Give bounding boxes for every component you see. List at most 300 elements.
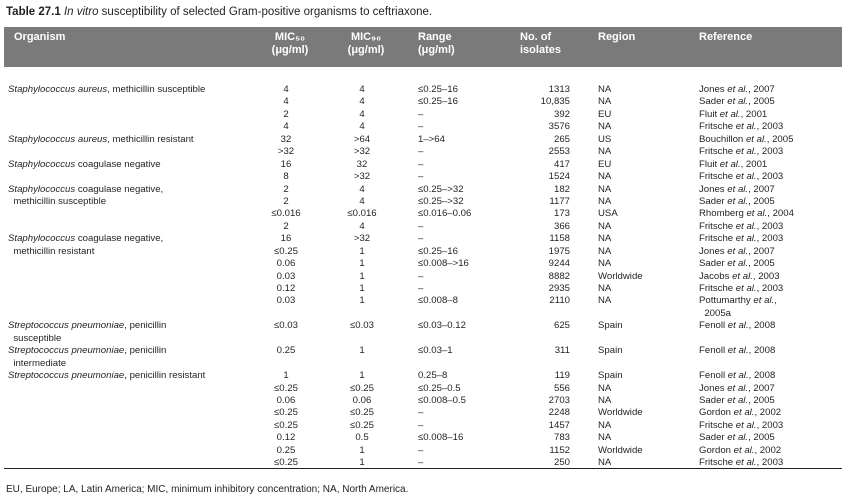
reference-year: , 2003 <box>756 283 784 294</box>
mic50-cell: ≤0.03 <box>274 320 298 332</box>
mic90-cell: 4 <box>359 121 365 133</box>
reference-year: , 2007 <box>748 84 775 95</box>
reference-cell <box>699 159 767 171</box>
reference-etal: et al. <box>731 407 755 419</box>
reference-cell <box>699 134 793 146</box>
mic90-cell: 1 <box>359 270 365 282</box>
range-cell: – <box>418 146 424 158</box>
isolates-cell: 10,835 <box>540 96 570 108</box>
region-cell: NA <box>598 183 612 195</box>
organism-cell <box>8 184 163 196</box>
reference-cell <box>699 370 775 382</box>
reference-author: Fluit <box>699 158 718 170</box>
reference-author: Jones <box>699 183 725 195</box>
reference-etal: et al. <box>724 96 749 108</box>
range-cell: ≤0.25–0.5 <box>418 382 461 394</box>
organism-genus: Staphylococcus aureus <box>8 84 108 95</box>
table-row <box>0 395 846 407</box>
region-cell: USA <box>598 208 618 220</box>
region-cell: US <box>598 133 612 145</box>
reference-cell <box>699 432 775 444</box>
range-cell: – <box>418 419 424 431</box>
isolates-cell: 1313 <box>548 84 570 95</box>
reference-cell <box>699 271 780 283</box>
reference-etal: et al. <box>717 108 741 120</box>
table-row <box>0 345 846 357</box>
region-cell: NA <box>598 295 612 307</box>
region-cell: Worldwide <box>598 270 643 282</box>
range-cell: ≤0.25–>32 <box>418 195 464 207</box>
table-row <box>0 146 846 158</box>
isolates-cell: 1524 <box>548 171 570 183</box>
mic50-cell: 16 <box>280 233 292 245</box>
mic50-cell: 4 <box>283 121 289 133</box>
isolates-cell: 8882 <box>548 270 570 282</box>
mic90-cell: ≤0.25 <box>350 419 374 431</box>
reference-year: , 2002 <box>754 444 782 456</box>
isolates-cell: 625 <box>553 320 570 332</box>
mic50-cell: 4 <box>283 84 289 95</box>
table-row <box>0 333 846 345</box>
reference-year: , 2001 <box>740 158 768 170</box>
isolates-cell: 173 <box>553 208 570 220</box>
table-row <box>0 246 846 258</box>
organism-cell <box>8 134 194 146</box>
mic90-cell: 1 <box>359 345 365 357</box>
table-row <box>0 358 846 370</box>
range-cell: – <box>418 457 424 469</box>
mic50-cell: 2 <box>283 195 289 207</box>
reference-year: , 2003 <box>756 146 784 158</box>
mic90-cell: 1 <box>359 370 365 382</box>
organism-qualifier: , penicillin <box>124 320 167 332</box>
range-cell: ≤0.008–16 <box>418 432 464 444</box>
table-row <box>0 233 846 245</box>
reference-etal: et al. <box>731 444 755 456</box>
reference-cell <box>699 258 775 270</box>
reference-year: , 2003 <box>756 171 784 183</box>
mic90-cell: 32 <box>356 158 368 170</box>
mic50-cell: 16 <box>280 158 292 170</box>
range-cell: – <box>418 220 424 232</box>
reference-year: , 2008 <box>748 370 776 382</box>
reference-author: Jacobs <box>699 270 730 282</box>
header-isolates: No. of isolates <box>520 31 561 56</box>
isolates-cell: 366 <box>553 220 570 232</box>
mic90-cell: 1 <box>359 295 365 307</box>
reference-year: , 2007 <box>748 183 775 195</box>
mic90-cell: ≤0.03 <box>350 320 374 332</box>
organism-cell <box>8 233 163 245</box>
isolates-cell: 3576 <box>548 121 570 133</box>
mic50-cell: 2 <box>283 108 289 120</box>
table-row <box>0 171 846 183</box>
reference-etal: et al. <box>724 432 749 444</box>
mic50-cell: 0.12 <box>276 432 296 444</box>
reference-author: Fritsche <box>699 419 734 431</box>
table-label: Table 27.1 <box>6 6 61 18</box>
table-row <box>0 159 846 171</box>
isolates-cell: 783 <box>553 432 570 444</box>
isolates-cell: 1152 <box>549 444 570 456</box>
table-header <box>4 27 842 67</box>
table-row <box>0 320 846 332</box>
mic50-cell: 0.03 <box>276 295 296 307</box>
table-row <box>0 121 846 133</box>
mic50-cell: 32 <box>280 133 292 145</box>
region-cell: NA <box>598 432 612 444</box>
reference-cell <box>699 121 783 133</box>
region-cell: EU <box>598 158 612 170</box>
reference-author: Fritsche <box>699 220 734 232</box>
header-mic50: MIC₅₀ (μg/ml) <box>271 31 309 56</box>
organism-cell <box>8 370 205 382</box>
region-cell: EU <box>598 108 612 120</box>
table-row <box>0 420 846 432</box>
reference-etal: et al. <box>743 208 768 220</box>
reference-author: Sader <box>699 394 725 406</box>
organism-genus: Streptococcus pneumoniae <box>8 320 125 332</box>
range-cell: – <box>418 171 424 183</box>
mic90-cell: 4 <box>359 220 365 232</box>
reference-author: Jones <box>699 245 725 257</box>
header-mic90: MIC₉₀ (μg/ml) <box>347 31 385 56</box>
isolates-cell: 2110 <box>549 295 570 307</box>
reference-author: Bouchillon <box>699 133 744 145</box>
organism-cell <box>8 159 161 171</box>
organism-qualifier: coagulase negative <box>75 158 161 170</box>
reference-etal: et al. <box>733 220 757 232</box>
organism-genus: Staphylococcus <box>8 233 76 245</box>
reference-etal: et al. <box>724 382 749 394</box>
mic50-cell: 1 <box>283 370 289 382</box>
reference-year: , 2004 <box>767 208 794 220</box>
region-cell: NA <box>598 233 612 245</box>
organism-genus: Streptococcus pneumoniae <box>8 370 125 382</box>
reference-year: , 2008 <box>748 345 776 357</box>
reference-etal: et al. <box>750 295 775 307</box>
organism-qualifier: , penicillin <box>124 345 167 357</box>
range-cell: – <box>418 283 424 294</box>
range-cell: ≤0.008–8 <box>418 295 458 307</box>
organism-cell <box>8 345 166 357</box>
range-cell: ≤0.016–0.06 <box>418 208 472 220</box>
region-cell: NA <box>598 382 612 394</box>
reference-etal: et al. <box>725 320 749 332</box>
reference-cell <box>699 233 783 245</box>
range-cell: ≤0.03–1 <box>418 345 453 357</box>
reference-year: , 2003 <box>756 419 784 431</box>
reference-year: , 2003 <box>752 270 780 282</box>
mic90-cell: 1 <box>359 457 365 469</box>
reference-author: Fenoll <box>699 370 726 382</box>
mic90-cell: >32 <box>353 146 371 158</box>
reference-year: , 2003 <box>756 457 784 469</box>
region-cell: NA <box>598 457 612 469</box>
region-cell: NA <box>598 419 612 431</box>
region-cell: NA <box>598 146 612 158</box>
mic90-cell: 0.06 <box>352 394 372 406</box>
reference-etal: et al. <box>733 233 757 245</box>
range-cell: ≤0.008–>16 <box>418 258 469 270</box>
table-row <box>0 221 846 233</box>
mic50-cell: ≤0.25 <box>274 419 298 431</box>
table-row <box>0 295 846 307</box>
isolates-cell: 2703 <box>548 394 570 406</box>
organism-cell <box>8 196 106 208</box>
reference-etal: et al. <box>733 457 757 469</box>
header-reference: Reference <box>699 31 753 43</box>
isolates-cell: 2553 <box>548 146 570 158</box>
range-cell: ≤0.008–0.5 <box>418 394 466 406</box>
reference-year: , 2003 <box>756 233 784 245</box>
isolates-cell: 119 <box>554 370 570 382</box>
range-cell: 1–>64 <box>418 133 445 145</box>
table-row <box>0 445 846 457</box>
region-cell: Spain <box>598 370 623 382</box>
organism-qualifier: , methicillin susceptible <box>107 84 206 95</box>
region-cell: NA <box>598 283 612 294</box>
mic90-cell: ≤0.25 <box>350 382 374 394</box>
isolates-cell: 9244 <box>548 258 570 270</box>
table-bottom-rule <box>4 468 842 469</box>
organism-qualifier: intermediate <box>8 357 67 369</box>
reference-cell <box>699 196 775 208</box>
reference-author: Sader <box>699 195 725 207</box>
header-range: Range (μg/ml) <box>418 31 455 56</box>
reference-author: Sader <box>699 432 725 444</box>
caption-text: susceptibility of selected Gram-positive organisms to ceftriaxone. <box>98 6 433 18</box>
header-region: Region <box>598 31 636 43</box>
mic50-cell: 4 <box>283 96 289 108</box>
reference-year: , 2005 <box>748 432 775 444</box>
region-cell: NA <box>598 245 612 257</box>
region-cell: Worldwide <box>598 444 643 456</box>
caption-italic: In vitro <box>63 6 99 18</box>
isolates-cell: 1457 <box>548 419 570 431</box>
table-body <box>0 84 846 470</box>
organism-cell <box>8 84 205 96</box>
isolates-cell: 265 <box>553 133 570 145</box>
mic50-cell: ≤0.25 <box>274 245 298 257</box>
region-cell: NA <box>598 258 612 270</box>
reference-author: Fritsche <box>699 121 734 133</box>
organism-genus: Staphylococcus <box>8 183 76 195</box>
region-cell: NA <box>598 84 612 95</box>
range-cell: – <box>418 444 424 456</box>
reference-author: Fluit <box>699 108 718 120</box>
reference-cell <box>699 308 731 320</box>
reference-year: , 2005 <box>748 258 775 270</box>
reference-author: 2005a <box>699 307 732 319</box>
table-row <box>0 383 846 395</box>
organism-qualifier: methicillin resistant <box>8 245 95 257</box>
mic90-cell: 0.5 <box>355 432 369 444</box>
reference-author: Fritsche <box>699 233 734 245</box>
reference-etal: et al. <box>724 183 749 195</box>
reference-author: Fritsche <box>699 283 734 294</box>
mic90-cell: >32 <box>353 171 371 183</box>
reference-cell <box>699 420 783 432</box>
mic50-cell: 2 <box>283 220 289 232</box>
reference-cell <box>699 445 781 457</box>
region-cell: Worldwide <box>598 407 643 419</box>
reference-etal: et al. <box>724 245 749 257</box>
mic50-cell: 0.25 <box>276 444 296 456</box>
mic90-cell: ≤0.016 <box>347 208 377 220</box>
range-cell: – <box>418 270 424 282</box>
table-row <box>0 308 846 320</box>
reference-cell <box>699 320 775 332</box>
range-cell: – <box>418 108 424 120</box>
reference-cell <box>699 109 767 121</box>
reference-year: , 2005 <box>748 394 775 406</box>
table-footnote: EU, Europe; LA, Latin America; MIC, minimum inhibitory concentration; NA, North America. <box>6 484 409 495</box>
range-cell: – <box>418 233 424 245</box>
isolates-cell: 556 <box>553 382 570 394</box>
region-cell: NA <box>598 171 612 183</box>
isolates-cell: 182 <box>553 183 570 195</box>
range-cell: ≤0.25–16 <box>418 84 458 95</box>
mic90-cell: 1 <box>359 444 365 456</box>
isolates-cell: 2935 <box>548 283 570 294</box>
reference-author: Rhomberg <box>699 208 744 220</box>
reference-author: Jones <box>699 382 725 394</box>
reference-etal: et al. <box>733 419 757 431</box>
table-row <box>0 96 846 108</box>
table-row <box>0 407 846 419</box>
reference-cell <box>699 221 783 233</box>
mic50-cell: 0.25 <box>276 345 296 357</box>
reference-year: , 2005 <box>748 195 775 207</box>
mic50-cell: ≤0.25 <box>274 457 298 469</box>
reference-year: , <box>774 295 777 307</box>
reference-etal: et al. <box>724 394 749 406</box>
reference-year: , 2003 <box>756 121 784 133</box>
isolates-cell: 1975 <box>548 245 570 257</box>
reference-etal: et al. <box>717 158 741 170</box>
mic50-cell: ≤0.016 <box>271 208 301 220</box>
reference-etal: et al. <box>725 370 749 382</box>
reference-etal: et al. <box>733 121 757 133</box>
organism-qualifier: coagulase negative, <box>75 233 164 245</box>
range-cell: ≤0.25–16 <box>418 96 458 108</box>
reference-etal: et al. <box>733 171 757 183</box>
range-cell: ≤0.25–>32 <box>418 183 464 195</box>
reference-year: , 2001 <box>740 108 768 120</box>
mic90-cell: 4 <box>359 96 365 108</box>
organism-qualifier: , penicillin resistant <box>124 370 206 382</box>
mic50-cell: 2 <box>283 183 289 195</box>
reference-year: , 2007 <box>748 382 775 394</box>
reference-cell <box>699 345 775 357</box>
range-cell: ≤0.25–16 <box>418 245 458 257</box>
mic50-cell: 0.06 <box>276 258 296 270</box>
mic90-cell: 4 <box>359 108 365 120</box>
region-cell: NA <box>598 220 612 232</box>
isolates-cell: 392 <box>553 108 570 120</box>
range-cell: – <box>418 121 424 133</box>
reference-etal: et al. <box>743 133 767 145</box>
reference-author: Pottumarthy <box>699 295 751 307</box>
mic50-cell: 0.03 <box>276 270 296 282</box>
reference-etal: et al. <box>725 345 749 357</box>
reference-year: , 2005 <box>766 133 794 145</box>
range-cell: ≤0.03–0.12 <box>418 320 466 332</box>
organism-qualifier: methicillin susceptible <box>8 195 107 207</box>
mic90-cell: 1 <box>359 245 365 257</box>
mic90-cell: >64 <box>353 133 371 145</box>
reference-etal: et al. <box>724 258 749 270</box>
table-row <box>0 84 846 96</box>
reference-etal: et al. <box>733 283 757 294</box>
reference-etal: et al. <box>729 270 753 282</box>
mic90-cell: 4 <box>359 84 365 95</box>
reference-author: Gordon <box>699 407 731 419</box>
reference-cell <box>699 84 775 96</box>
region-cell: NA <box>598 121 612 133</box>
reference-year: , 2002 <box>754 407 782 419</box>
isolates-cell: 311 <box>554 345 570 357</box>
reference-etal: et al. <box>733 146 757 158</box>
mic90-cell: ≤0.25 <box>350 407 374 419</box>
region-cell: Spain <box>598 320 623 332</box>
region-cell: NA <box>598 96 612 108</box>
reference-author: Sader <box>699 258 725 270</box>
isolates-cell: 2248 <box>548 407 570 419</box>
range-cell: 0.25–8 <box>418 370 448 382</box>
reference-author: Gordon <box>699 444 731 456</box>
mic50-cell: 0.06 <box>276 394 296 406</box>
reference-etal: et al. <box>724 195 749 207</box>
table-row <box>0 109 846 121</box>
table-row <box>0 134 846 146</box>
organism-qualifier: , methicillin resistant <box>107 133 194 145</box>
table-row <box>0 432 846 444</box>
region-cell: NA <box>598 394 612 406</box>
reference-cell <box>699 383 775 395</box>
region-cell: Spain <box>598 345 623 357</box>
table-row <box>0 271 846 283</box>
reference-year: , 2008 <box>748 320 776 332</box>
reference-etal: et al. <box>724 84 749 95</box>
reference-year: , 2003 <box>756 220 784 232</box>
reference-year: , 2007 <box>748 245 775 257</box>
table-row <box>0 283 846 295</box>
mic90-cell: 1 <box>359 258 365 270</box>
mic50-cell: 8 <box>283 171 289 183</box>
organism-cell <box>8 246 94 258</box>
organism-genus: Staphylococcus <box>8 158 76 170</box>
isolates-cell: 417 <box>553 158 570 170</box>
organism-genus: Streptococcus pneumoniae <box>8 345 125 357</box>
mic90-cell: 4 <box>359 183 365 195</box>
table-row <box>0 208 846 220</box>
reference-cell <box>699 246 775 258</box>
organism-cell <box>8 320 166 332</box>
reference-cell <box>699 208 794 220</box>
reference-cell <box>699 283 783 295</box>
isolates-cell: 250 <box>553 457 570 469</box>
organism-cell <box>8 358 66 370</box>
reference-cell <box>699 395 775 407</box>
organism-qualifier: susceptible <box>8 332 62 344</box>
organism-qualifier: coagulase negative, <box>75 183 164 195</box>
reference-author: Fritsche <box>699 457 734 469</box>
reference-author: Fritsche <box>699 146 734 158</box>
table-caption <box>6 6 432 18</box>
mic90-cell: >32 <box>353 233 371 245</box>
